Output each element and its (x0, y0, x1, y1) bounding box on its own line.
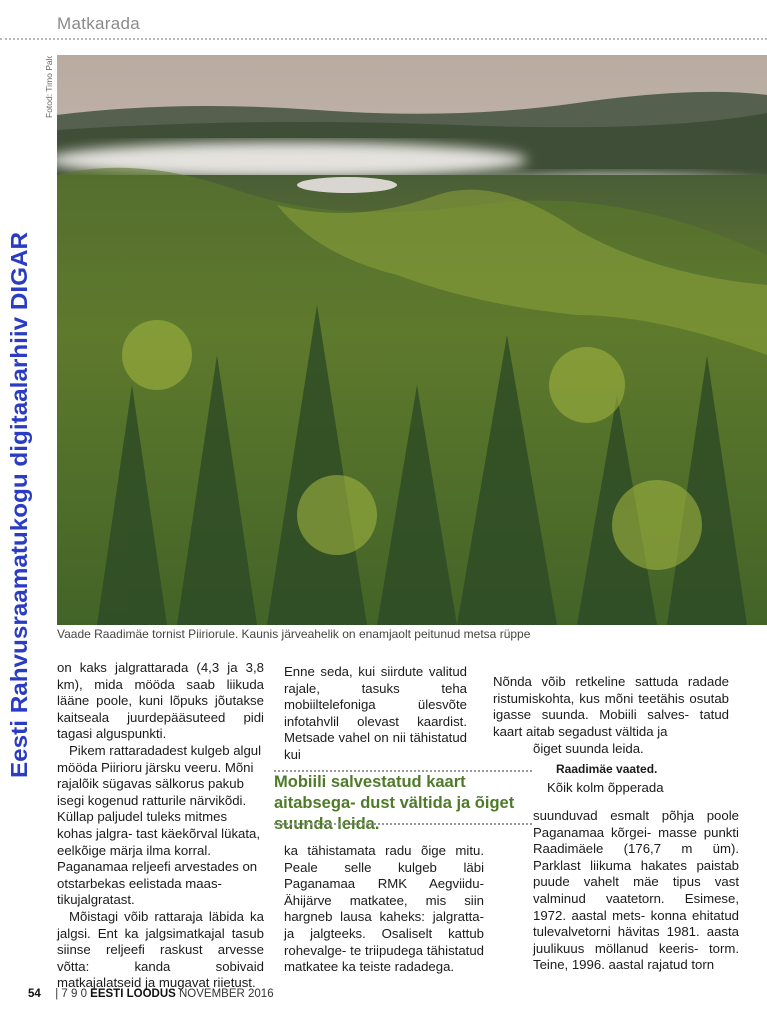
col1-paragraph-3: Mõistagi võib rattaraja läbida ka jalgsi. Ent ka jalgsimatkajal tasub siinse reljeefi raskust arvesse võtta: kanda sobivaid matkajalatseid ja mugavat riietust. (57, 908, 264, 991)
photo-credit (42, 56, 56, 136)
col3-paragraph: Nõnda võib retkeline sattuda radade ristumiskohta, kus mõni teetähis osutab igasse suunda. Mobiili salves- tatud kaart aitab segadust vältida ja (493, 674, 729, 739)
magazine-name: EESTI LOODUS (90, 988, 176, 1000)
photo-credit-text: Fotod: Timo Palo (44, 56, 54, 118)
page-footer (28, 988, 274, 1000)
column-5 (533, 780, 739, 974)
pullquote: Mobiili salvestatud kaart aitabsega- dust vältida ja õiget suunda leida. (274, 773, 515, 833)
archive-watermark (2, 230, 36, 780)
subheading: Raadimäe vaated. (556, 762, 658, 776)
section-title: Matkarada (57, 14, 141, 33)
col2-paragraph: Enne seda, kui siirdute valitud rajale, tasuks teha mobiiltelefoniga ülesvõte infotahvlil olevast kaardist. Metsade vahel on nii tähistatud kui (284, 664, 467, 762)
column-2 (284, 664, 467, 764)
forest-photo (57, 55, 767, 625)
col1-paragraph-2: Pikem rattaradadest kulgeb algul mööda Piirioru järsku veeru. Mõni rajalõik sügavas sälkorus pakub isegi kogenud ratturile närvikõdi. Küllap paljudel tuleks mitmes kohas jalgra- tast käekõrval lükata, eelkõige märja ilma korral. Paganamaa reljeefi arvestades on otstarbekas eelistada maas- tikujalgratast. (57, 742, 262, 908)
header-divider (0, 38, 767, 40)
pullquote-bottom-rule (274, 823, 532, 825)
photo-caption: Vaade Raadimäe tornist Piiriorule. Kaunis järveahelik on enamjaolt peitunud metsa rüppe (57, 627, 531, 641)
col3-last-line: õiget suunda leida. (533, 741, 644, 756)
col1-paragraph-1: on kaks jalgrattarada (4,3 ja 3,8 km), mida mööda saab liikuda lääne poole, kuni lõpuks jõutakse kaitseala juurdepääsuteed pidi tagasi alguspunkti. (57, 660, 264, 742)
column-4 (284, 843, 484, 976)
col4-paragraph: ka tähistamata radu õige mitu. Peale selle kulgeb läbi Paganamaa RMK Aegviidu-Ähijärve matkatee, mis siin hargneb lausa kaheks: jalgratta- ja jalgteeks. Osaliselt kattub rohevalge- te triipudega tähistatud matkatee ka teiste radadega. (284, 843, 484, 975)
column-3 (493, 674, 729, 740)
issue-date: NOVEMBER 2016 (179, 988, 274, 1000)
col5-paragraph: suunduvad esmalt põhja poole Paganamaa kõrgei- masse punkti Raadimäele (176,7 m üm). Parklast liikuma hakates paistab puude vahelt mäe tipus vast valminud vaatetorn. Esimese, 1972. aastal mets- konna ehitatud tulevalvetorni hävitas 1981. aasta juulikuus möllanud keeris- torm. Teine, 1996. aastal rajatud torn (533, 808, 739, 973)
column-1 (57, 660, 264, 992)
issue-number: | 7 9 0 (55, 988, 87, 1000)
page-number: 54 (28, 988, 41, 1000)
watermark-text: Eesti Rahvusraamatukogu digitaalarhiiv DIGAR (6, 260, 32, 778)
col5-intro: Kõik kolm õpperada (547, 780, 664, 795)
